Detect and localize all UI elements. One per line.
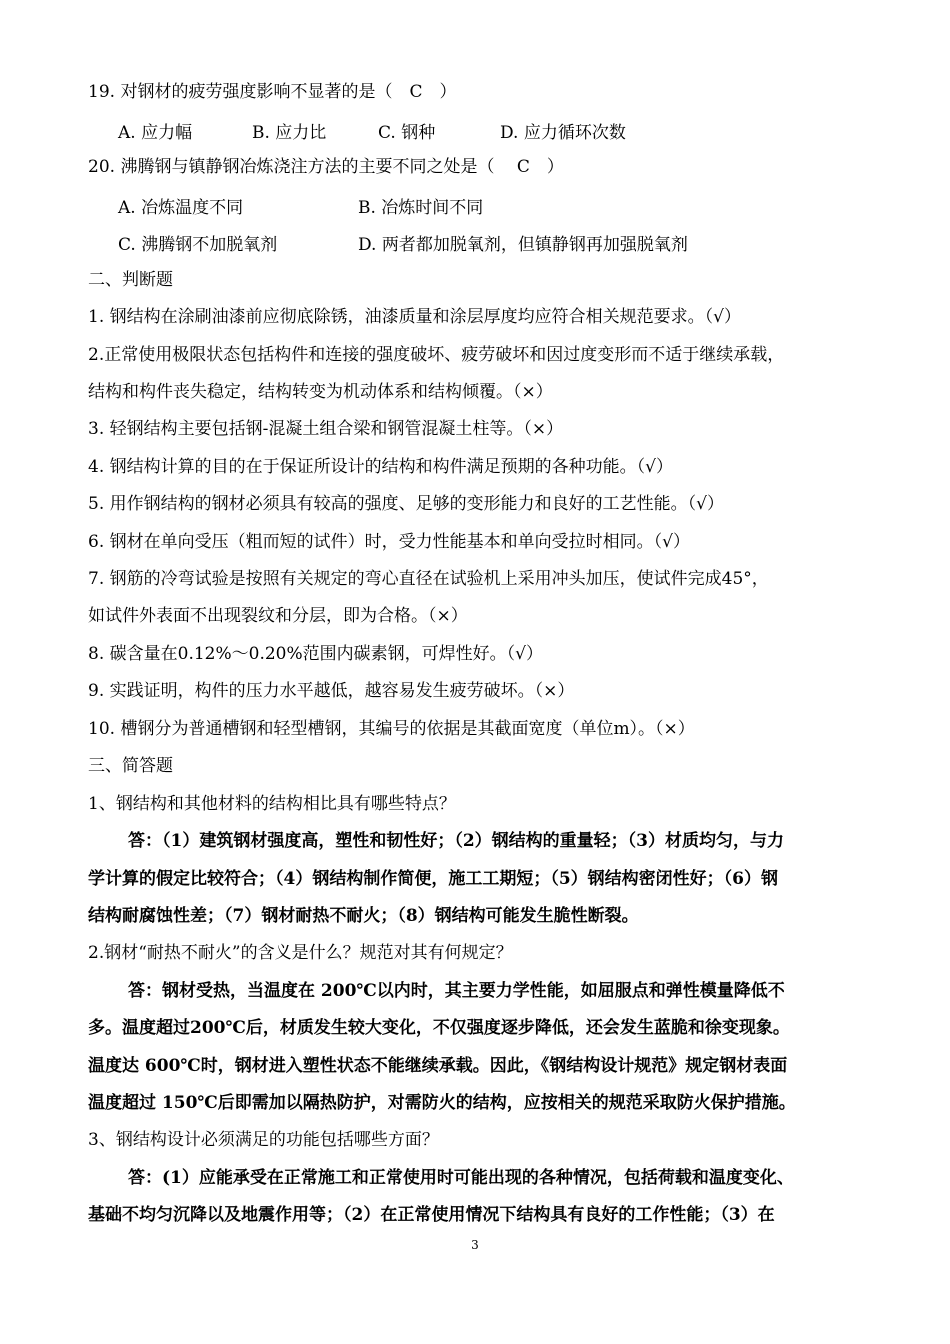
tf-item-continued: 如试件外表面不出现裂纹和分层，即为合格。（×） bbox=[88, 606, 468, 626]
tf-item: 3. 轻钢结构主要包括钢-混凝土组合梁和钢管混凝土柱等。（×） bbox=[88, 419, 564, 439]
tf-item: 4. 钢结构计算的目的在于保证所设计的结构和构件满足预期的各种功能。（√） bbox=[88, 457, 673, 477]
section-heading-true-false: 二、判断题 bbox=[88, 270, 173, 290]
answer-line: 答：（1）建筑钢材强度高，塑性和韧性好；（2）钢结构的重量轻；（3）材质均匀，与力 bbox=[128, 831, 784, 851]
short-answer-question: 1、钢结构和其他材料的结构相比具有哪些特点？ bbox=[88, 794, 456, 814]
q20-stem: 20. 沸腾钢与镇静钢冶炼浇注方法的主要不同之处是（ C ） bbox=[88, 157, 564, 177]
q20-option-c: C. 沸腾钢不加脱氧剂 bbox=[118, 235, 278, 255]
q20-option-d: D. 两者都加脱氧剂，但镇静钢再加强脱氧剂 bbox=[358, 235, 688, 255]
tf-item: 2.正常使用极限状态包括构件和连接的强度破坏、疲劳破坏和因过度变形而不适于继续承载， bbox=[88, 345, 785, 365]
q19-stem: 19. 对钢材的疲劳强度影响不显著的是（ C ） bbox=[88, 82, 457, 102]
tf-item: 10. 槽钢分为普通槽钢和轻型槽钢，其编号的依据是其截面宽度（单位m）。（×） bbox=[88, 719, 695, 739]
q19-option-a: A. 应力幅 bbox=[118, 123, 193, 143]
tf-item: 1. 钢结构在涂刷油漆前应彻底除锈，油漆质量和涂层厚度均应符合相关规范要求。（√） bbox=[88, 307, 741, 327]
answer-line: 温度达 600℃时，钢材进入塑性状态不能继续承载。因此，《钢结构设计规范》规定钢材表面 bbox=[88, 1056, 788, 1076]
answer-line: 学计算的假定比较符合；（4）钢结构制作简便，施工工期短；（5）钢结构密闭性好；（6）钢 bbox=[88, 869, 778, 889]
tf-item: 9. 实践证明，构件的压力水平越低，越容易发生疲劳破坏。（×） bbox=[88, 681, 575, 701]
tf-item: 6. 钢材在单向受压（粗而短的试件）时，受力性能基本和单向受拉时相同。（√） bbox=[88, 532, 690, 552]
answer-line: 答：(1）应能承受在正常施工和正常使用时可能出现的各种情况，包括荷载和温度变化、 bbox=[128, 1168, 794, 1188]
answer-line: 答：钢材受热，当温度在 200℃以内时，其主要力学性能，如屈服点和弹性模量降低不 bbox=[128, 981, 785, 1001]
answer-line: 结构耐腐蚀性差；（7）钢材耐热不耐火；（8）钢结构可能发生脆性断裂。 bbox=[88, 906, 639, 926]
section-heading-short-answer: 三、简答题 bbox=[88, 756, 173, 776]
q19-option-d: D. 应力循环次数 bbox=[500, 123, 626, 143]
q20-option-a: A. 冶炼温度不同 bbox=[118, 198, 244, 218]
answer-line: 温度超过 150℃后即需加以隔热防护，对需防火的结构，应按相关的规范采取防火保护措施。 bbox=[88, 1093, 796, 1113]
short-answer-question: 2.钢材“耐热不耐火”的含义是什么？规范对其有何规定？ bbox=[88, 943, 513, 963]
page-number: 3 bbox=[471, 1238, 479, 1252]
answer-line: 多。温度超过200℃后，材质发生较大变化，不仅强度逐步降低，还会发生蓝脆和徐变现象。 bbox=[88, 1018, 790, 1038]
tf-item: 7. 钢筋的冷弯试验是按照有关规定的弯心直径在试验机上采用冲头加压，使试件完成45°， bbox=[88, 569, 769, 589]
q20-option-b: B. 冶炼时间不同 bbox=[358, 198, 484, 218]
q19-option-b: B. 应力比 bbox=[252, 123, 327, 143]
short-answer-question: 3、钢结构设计必须满足的功能包括哪些方面？ bbox=[88, 1130, 439, 1150]
q19-option-c: C. 钢种 bbox=[378, 123, 436, 143]
tf-item-continued: 结构和构件丧失稳定，结构转变为机动体系和结构倾覆。（×） bbox=[88, 382, 553, 402]
tf-item: 8. 碳含量在0.12%～0.20%范围内碳素钢，可焊性好。（√） bbox=[88, 644, 543, 664]
answer-line: 基础不均匀沉降以及地震作用等；（2）在正常使用情况下结构具有良好的工作性能；（3）在 bbox=[88, 1205, 775, 1225]
tf-item: 5. 用作钢结构的钢材必须具有较高的强度、足够的变形能力和良好的工艺性能。（√） bbox=[88, 494, 724, 514]
